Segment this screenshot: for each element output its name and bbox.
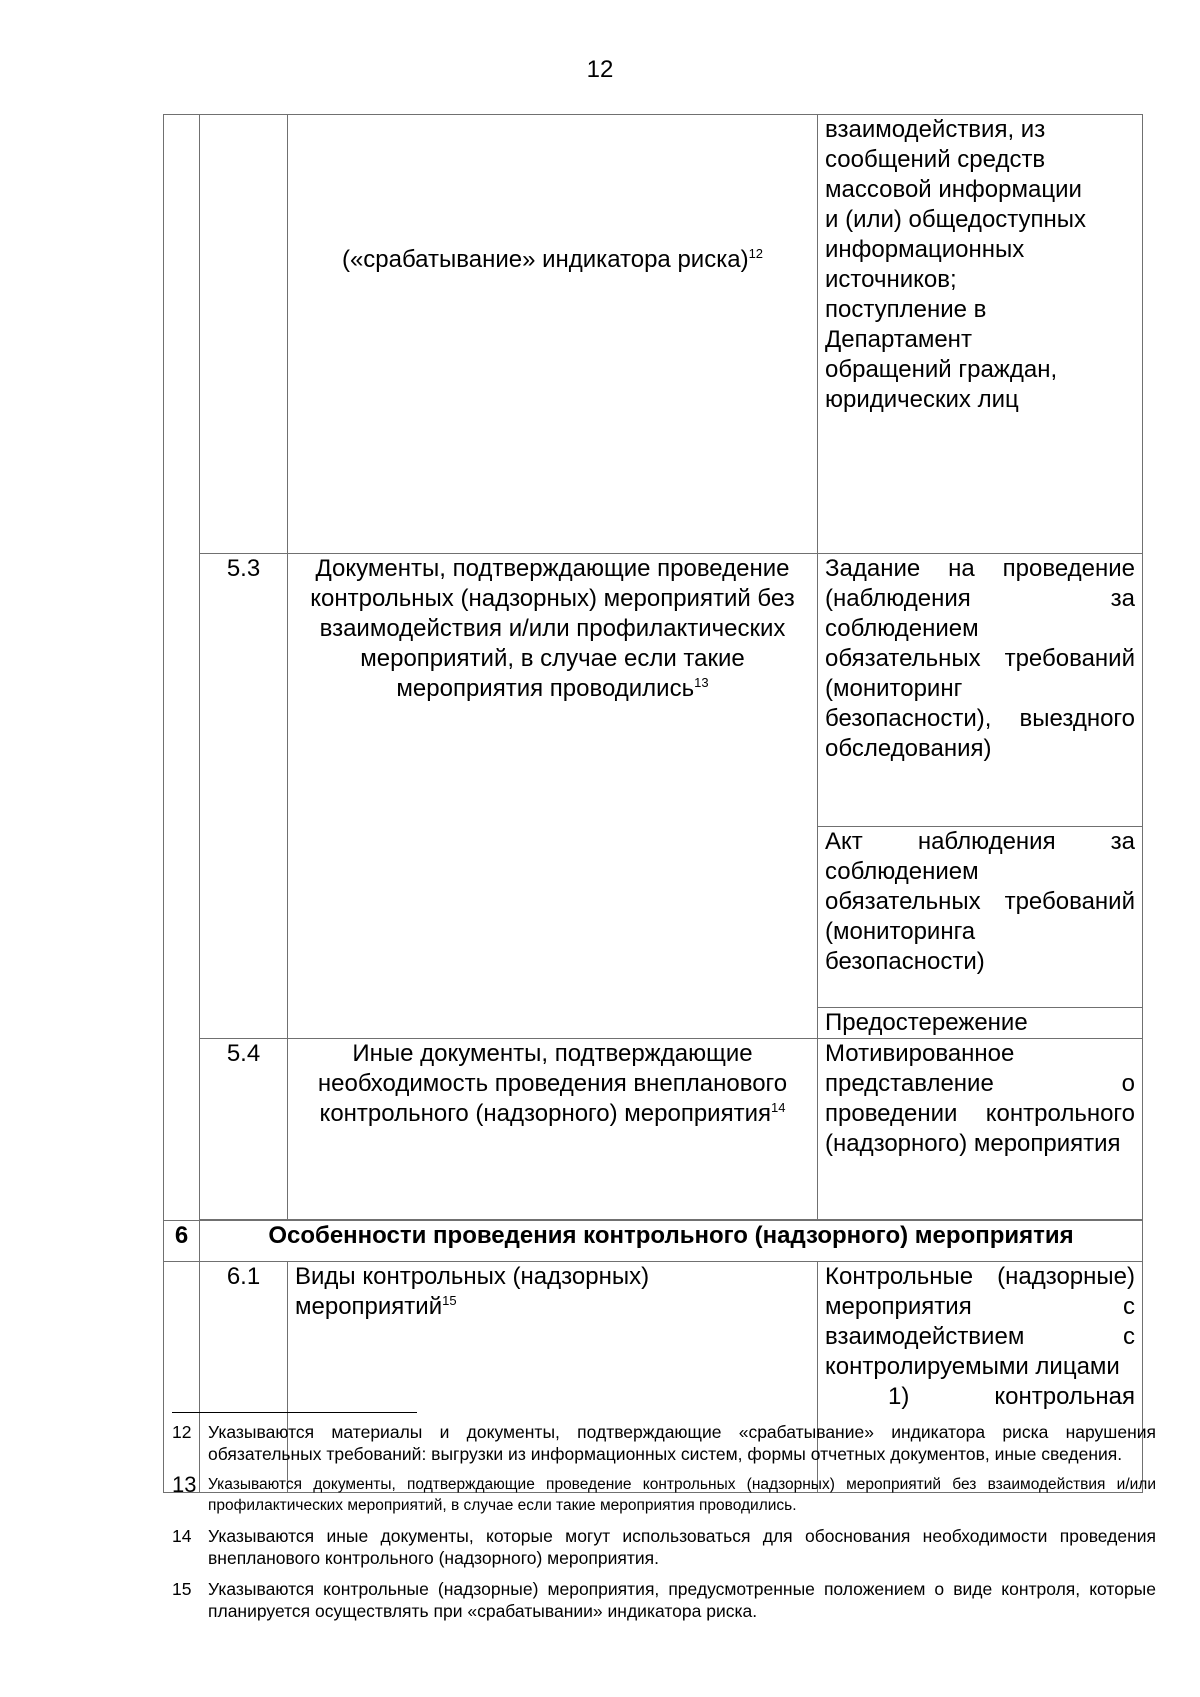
footnote-number: 13 (172, 1472, 197, 1497)
footnote-ref: 12 (748, 246, 764, 261)
index-cell (164, 115, 200, 1221)
footnote (172, 1421, 1156, 1465)
value-cell: Задание на проведение (наблюдения за соблюдением обязательных требований (мониторинг безопасности), выездного обследования) (818, 554, 1143, 827)
description-text: Документы, подтверждающие проведение контрольных (надзорных) мероприятий без взаимодействия и/или профилактических мероприятий, в случае если такие мероприятия проводились (310, 555, 795, 702)
page-number: 12 (586, 56, 614, 83)
section-row (164, 1221, 1143, 1262)
footnote-text: Указываются материалы и документы, подтверждающие «срабатывание» индикатора риска нарушения обязательных требований: выгрузки из информационных систем, формы отчетных документов, иные сведения. (208, 1422, 1156, 1464)
value-cell: Акт наблюдения за соблюдением обязательных требований (мониторинга безопасности) (818, 827, 1143, 1008)
table-row (164, 554, 1143, 827)
value-text: Контрольные (надзорные) мероприятия с взаимодействием с контролируемыми лицами (825, 1263, 1135, 1380)
section-title: Особенности проведения контрольного (надзорного) мероприятия (200, 1221, 1143, 1262)
footnote-ref: 15 (442, 1293, 457, 1308)
row-number-6-1: 6.1 (200, 1262, 288, 1493)
value-tail: 1) контрольная (888, 1383, 1135, 1410)
row-number-5-4: 5.4 (200, 1039, 288, 1220)
table-row (164, 1039, 1143, 1220)
footnote-ref: 13 (694, 675, 709, 690)
number-cell (200, 115, 288, 554)
section-number: 6 (164, 1221, 200, 1262)
value-cell: Мотивированное представление о проведении контрольного (надзорного) мероприятия (818, 1039, 1143, 1220)
description-cell (288, 554, 818, 1039)
description-text: («срабатывание» индикатора риска) (341, 246, 749, 273)
value-cell: Предостережение (818, 1008, 1143, 1039)
description-text: Иные документы, подтверждающие необходимость проведения внепланового контрольного (надзорного) мероприятия (317, 1040, 788, 1127)
value-cell (818, 115, 1143, 554)
footnote-number: 15 (172, 1579, 192, 1599)
footnote (172, 1525, 1156, 1569)
footnote (172, 1474, 1156, 1516)
footnote-ref: 14 (770, 1100, 786, 1115)
table-row (164, 115, 1143, 554)
footnote-separator (172, 1412, 417, 1413)
description-cell (288, 1039, 818, 1220)
footnote-text: Указываются иные документы, которые могут использоваться для обоснования необходимости проведения внепланового контрольного (надзорного) мероприятия. (208, 1526, 1156, 1568)
footnotes (172, 1421, 1156, 1631)
footnote-number: 14 (172, 1526, 192, 1546)
value-text: взаимодействия, из сообщений средств массовой информации и (или) общедоступных информационных источников; поступление в Департамент обращений граждан, юридических лиц (825, 116, 1087, 413)
footnote-number: 12 (172, 1422, 192, 1442)
footnote-text: Указываются документы, подтверждающие проведение контрольных (надзорных) мероприятий без взаимодействия и/или профилактических мероприятий, в случае если такие мероприятия проводились. (208, 1476, 1156, 1514)
row-number-5-3: 5.3 (200, 554, 288, 1039)
description-text: Виды контрольных (надзорных) мероприятий (295, 1263, 650, 1320)
description-cell (288, 115, 818, 554)
footnote-text: Указываются контрольные (надзорные) мероприятия, предусмотренные положением о виде контроля, которые планируется осуществлять при «срабатывании» индикатора риска. (208, 1579, 1156, 1621)
footnote (172, 1578, 1156, 1622)
control-table (163, 114, 1143, 1493)
